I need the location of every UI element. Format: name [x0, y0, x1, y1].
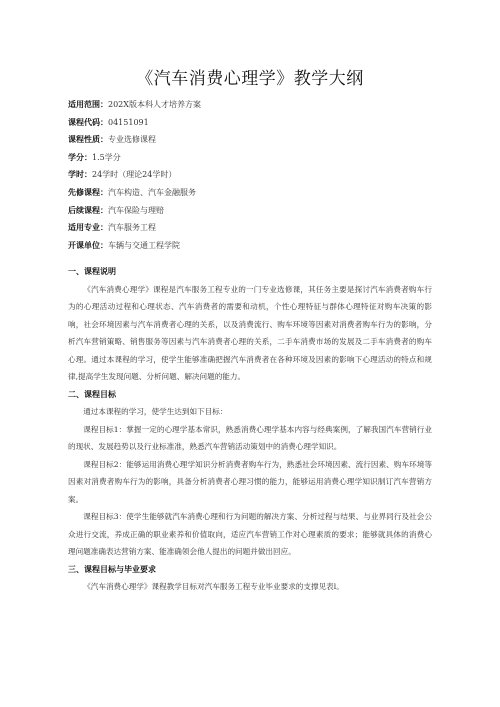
paragraph-goal-1: 课程目标1：掌握一定的心理学基本常识，熟悉消费心理学基本内容与经典案例，了解我国汽车营销行业的现状、发展趋势以及行业标准准，熟悉汽车营销活动策划中的消费心理学知识。: [68, 424, 432, 451]
paragraph-goal-3: 课程目标3：使学生能够就汽车消费心理和行为问题的解决方案、分析过程与结果、与业界同行及社会公众进行交流，养成正确的职业素养和价值取向，适应汽车营销工作对心理素质的要求；能够就具体的消费心理问题准确表达营销方案、能准确领会他人提出的问题并做出回应。: [68, 512, 432, 556]
meta-value: 专业选修课程: [108, 135, 156, 145]
meta-scope: [68, 96, 448, 114]
meta-key: 课程性质：: [68, 134, 108, 145]
paragraph-goal-2: 课程目标2：能够运用消费心理学知识分析消费者购车行为，熟悉社会环境因素、流行因素、购车环境等因素对消费者购车行为的影响，具备分析消费者心理习惯的能力，能够运用消费心理学知识制订汽车营销方案。: [68, 459, 432, 504]
document-body: [68, 263, 432, 596]
meta-key: 学分：: [68, 151, 92, 162]
meta-value: 1.5学分: [92, 152, 121, 162]
section-heading-course-description: 一、课程说明: [68, 266, 116, 276]
section-heading-course-goals: 二、课程目标: [68, 388, 116, 399]
meta-key: 学时：: [68, 169, 92, 180]
meta-follow-up: [68, 202, 448, 220]
paragraph-course-description: 《汽车消费心理学》课程是汽车服务工程专业的一门专业选修课，其任务主要是探讨汽车消费者购车行为的心理活动过程和心理状态、汽车消费者的需要和动机，个性心理特征与群体心理特征对购车决策的影响，社会环境因素与汽车消费者心理的关系，以及消费流行、购车环境等因素对消费者购车行为的影响，分析汽车营销策略、销售服务等因素与汽车消费者心理的关系，二手车消费市场的发展及二手车消费者的购车心理。通过本课程的学习，使学生能够准确把握汽车消费者在各种环境及因素的影响下心理活动的特点和规律,提高学生发现问题、分析问题、解决问题的能力。: [68, 284, 432, 381]
meta-major: [68, 219, 448, 237]
meta-course-code: [68, 114, 448, 132]
meta-key: 先修课程：: [68, 186, 108, 197]
meta-prerequisites: [68, 184, 448, 202]
meta-key: 适用范围：: [68, 99, 108, 109]
meta-value: 车辆与交通工程学院: [108, 240, 180, 250]
meta-course-nature: [68, 131, 448, 149]
meta-key: 开课单位：: [68, 239, 108, 250]
document-title: 《汽车消费心理学》教学大纲: [136, 69, 364, 89]
meta-value: 汽车服务工程: [108, 223, 156, 233]
meta-value: 汽车保险与理赔: [108, 205, 164, 215]
meta-value: 汽车构造、汽车金融服务: [108, 187, 196, 197]
meta-key: 后续课程：: [68, 204, 108, 215]
meta-value: 04151091: [108, 117, 149, 127]
meta-key: 课程代码：: [68, 116, 108, 127]
meta-credits: [68, 149, 448, 167]
section-heading-goals-requirements: 三、课程目标与毕业要求: [68, 563, 156, 574]
meta-department: [68, 237, 448, 255]
paragraph-goals-intro: 通过本课程的学习，使学生达到如下目标：: [83, 407, 228, 416]
meta-value: 202X版本科人才培养方案: [108, 100, 201, 109]
meta-key: 适用专业：: [68, 222, 108, 233]
meta-value: 24学时（理论24学时）: [92, 170, 177, 180]
meta-hours: [68, 166, 448, 184]
paragraph-goals-requirements: 《汽车消费心理学》课程教学目标对汽车服务工程专业毕业要求的支撑见表l。: [83, 582, 344, 591]
course-meta: [68, 96, 448, 254]
